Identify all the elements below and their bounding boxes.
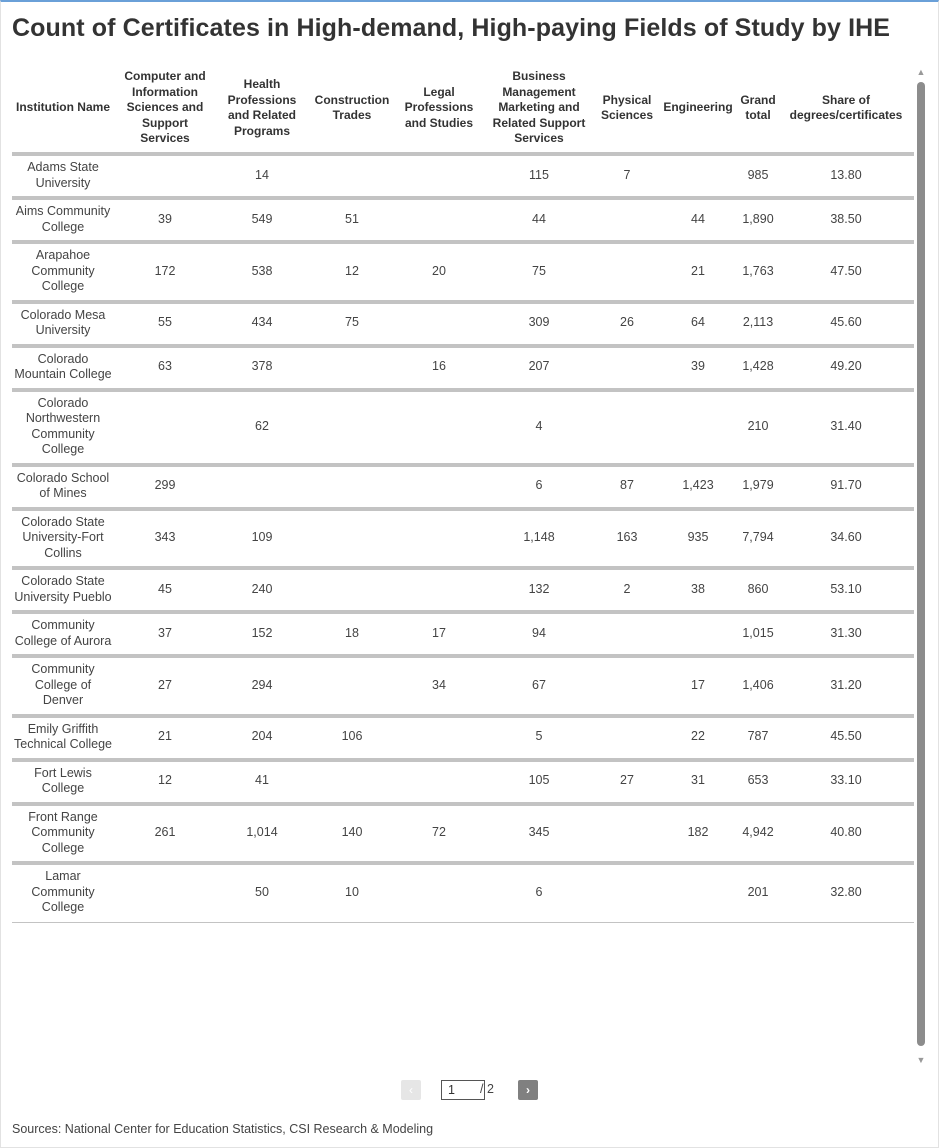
- value-cell: 51: [308, 198, 396, 242]
- value-cell: 7,794: [738, 509, 778, 569]
- value-cell: 14: [216, 154, 308, 198]
- data-table: [12, 64, 914, 923]
- institution-name-cell: Colorado Mountain College: [12, 346, 114, 390]
- value-cell: 140: [308, 804, 396, 864]
- value-cell: 12: [114, 760, 216, 804]
- value-cell: 31.20: [778, 656, 914, 716]
- table-row: [12, 465, 914, 509]
- value-cell: 17: [658, 656, 738, 716]
- value-cell: 6: [482, 465, 596, 509]
- value-cell: 204: [216, 716, 308, 760]
- value-cell: 152: [216, 612, 308, 656]
- value-cell: 31.40: [778, 390, 914, 465]
- value-cell: 45: [114, 568, 216, 612]
- value-cell: 67: [482, 656, 596, 716]
- value-cell: [658, 154, 738, 198]
- value-cell: 1,148: [482, 509, 596, 569]
- value-cell: 18: [308, 612, 396, 656]
- column-header[interactable]: Computer and Information Sciences and Support Services: [114, 64, 216, 154]
- institution-name-cell: Colorado State University-Fort Collins: [12, 509, 114, 569]
- value-cell: 2,113: [738, 302, 778, 346]
- value-cell: 1,406: [738, 656, 778, 716]
- value-cell: [596, 390, 658, 465]
- table-row: [12, 716, 914, 760]
- value-cell: 75: [482, 242, 596, 302]
- value-cell: 115: [482, 154, 596, 198]
- column-header[interactable]: Health Professions and Related Programs: [216, 64, 308, 154]
- value-cell: [396, 863, 482, 922]
- value-cell: [308, 346, 396, 390]
- table-row: [12, 302, 914, 346]
- value-cell: 1,423: [658, 465, 738, 509]
- institution-name-cell: Community College of Denver: [12, 656, 114, 716]
- institution-name-cell: Lamar Community College: [12, 863, 114, 922]
- value-cell: [114, 390, 216, 465]
- table-row: [12, 863, 914, 922]
- value-cell: [396, 465, 482, 509]
- institution-name-cell: Colorado State University Pueblo: [12, 568, 114, 612]
- value-cell: [596, 716, 658, 760]
- value-cell: 1,763: [738, 242, 778, 302]
- table-row: [12, 568, 914, 612]
- value-cell: 12: [308, 242, 396, 302]
- column-header[interactable]: Grand total: [738, 64, 778, 154]
- value-cell: [658, 390, 738, 465]
- value-cell: 44: [482, 198, 596, 242]
- institution-name-cell: Arapahoe Community College: [12, 242, 114, 302]
- value-cell: 31.30: [778, 612, 914, 656]
- data-table-container: [12, 64, 914, 923]
- value-cell: [596, 612, 658, 656]
- value-cell: 20: [396, 242, 482, 302]
- table-row: [12, 656, 914, 716]
- value-cell: 182: [658, 804, 738, 864]
- value-cell: [308, 154, 396, 198]
- value-cell: 7: [596, 154, 658, 198]
- value-cell: [396, 198, 482, 242]
- value-cell: 32.80: [778, 863, 914, 922]
- value-cell: 44: [658, 198, 738, 242]
- value-cell: 106: [308, 716, 396, 760]
- value-cell: 172: [114, 242, 216, 302]
- column-header[interactable]: Engineering: [658, 64, 738, 154]
- table-row: [12, 390, 914, 465]
- value-cell: 39: [114, 198, 216, 242]
- value-cell: 261: [114, 804, 216, 864]
- value-cell: [658, 612, 738, 656]
- value-cell: 1,428: [738, 346, 778, 390]
- column-header[interactable]: Legal Professions and Studies: [396, 64, 482, 154]
- value-cell: 50: [216, 863, 308, 922]
- value-cell: [396, 509, 482, 569]
- value-cell: 31: [658, 760, 738, 804]
- value-cell: 1,014: [216, 804, 308, 864]
- chart-title: Count of Certificates in High-demand, High-paying Fields of Study by IHE: [12, 14, 891, 42]
- institution-name-cell: Colorado Northwestern Community College: [12, 390, 114, 465]
- value-cell: 39: [658, 346, 738, 390]
- value-cell: 985: [738, 154, 778, 198]
- value-cell: 1,890: [738, 198, 778, 242]
- value-cell: 860: [738, 568, 778, 612]
- next-page-button[interactable]: ›: [518, 1080, 538, 1100]
- column-header[interactable]: Institution Name: [12, 64, 114, 154]
- institution-name-cell: Front Range Community College: [12, 804, 114, 864]
- value-cell: 87: [596, 465, 658, 509]
- value-cell: 41: [216, 760, 308, 804]
- value-cell: 207: [482, 346, 596, 390]
- value-cell: [596, 863, 658, 922]
- value-cell: 935: [658, 509, 738, 569]
- value-cell: 538: [216, 242, 308, 302]
- value-cell: [308, 465, 396, 509]
- scroll-down-icon[interactable]: ▼: [916, 1055, 926, 1065]
- value-cell: 64: [658, 302, 738, 346]
- column-header[interactable]: Construction Trades: [308, 64, 396, 154]
- value-cell: 210: [738, 390, 778, 465]
- institution-name-cell: Fort Lewis College: [12, 760, 114, 804]
- table-row: [12, 198, 914, 242]
- value-cell: [308, 568, 396, 612]
- value-cell: 63: [114, 346, 216, 390]
- value-cell: 13.80: [778, 154, 914, 198]
- value-cell: [596, 804, 658, 864]
- value-cell: [396, 154, 482, 198]
- value-cell: 309: [482, 302, 596, 346]
- value-cell: 91.70: [778, 465, 914, 509]
- value-cell: 294: [216, 656, 308, 716]
- table-row: [12, 612, 914, 656]
- table-row: [12, 509, 914, 569]
- value-cell: [308, 390, 396, 465]
- value-cell: [396, 390, 482, 465]
- value-cell: [596, 198, 658, 242]
- value-cell: 549: [216, 198, 308, 242]
- previous-page-button[interactable]: ‹: [401, 1080, 421, 1100]
- value-cell: 53.10: [778, 568, 914, 612]
- value-cell: 72: [396, 804, 482, 864]
- value-cell: [396, 568, 482, 612]
- value-cell: 240: [216, 568, 308, 612]
- value-cell: [396, 716, 482, 760]
- value-cell: 109: [216, 509, 308, 569]
- value-cell: 6: [482, 863, 596, 922]
- value-cell: 299: [114, 465, 216, 509]
- value-cell: 40.80: [778, 804, 914, 864]
- value-cell: 4: [482, 390, 596, 465]
- value-cell: 38.50: [778, 198, 914, 242]
- source-note: Sources: National Center for Education Statistics, CSI Research & Modeling: [12, 1122, 434, 1136]
- value-cell: [596, 346, 658, 390]
- value-cell: 75: [308, 302, 396, 346]
- value-cell: 105: [482, 760, 596, 804]
- value-cell: 1,979: [738, 465, 778, 509]
- value-cell: 201: [738, 863, 778, 922]
- institution-name-cell: Adams State University: [12, 154, 114, 198]
- value-cell: 22: [658, 716, 738, 760]
- table-row: [12, 804, 914, 864]
- institution-name-cell: Emily Griffith Technical College: [12, 716, 114, 760]
- page-number-input[interactable]: 1: [441, 1080, 485, 1100]
- value-cell: 38: [658, 568, 738, 612]
- value-cell: 33.10: [778, 760, 914, 804]
- institution-name-cell: Colorado School of Mines: [12, 465, 114, 509]
- column-header[interactable]: Physical Sciences: [596, 64, 658, 154]
- value-cell: 27: [114, 656, 216, 716]
- value-cell: 10: [308, 863, 396, 922]
- value-cell: [596, 656, 658, 716]
- institution-name-cell: Community College of Aurora: [12, 612, 114, 656]
- table-row: [12, 154, 914, 198]
- value-cell: 16: [396, 346, 482, 390]
- page-total-label: / 2: [480, 1082, 494, 1096]
- value-cell: 49.20: [778, 346, 914, 390]
- vertical-scrollbar[interactable]: [917, 82, 925, 1046]
- value-cell: 21: [658, 242, 738, 302]
- value-cell: 26: [596, 302, 658, 346]
- column-header[interactable]: Business Management Marketing and Related Support Services: [482, 64, 596, 154]
- value-cell: 17: [396, 612, 482, 656]
- value-cell: 343: [114, 509, 216, 569]
- institution-name-cell: Colorado Mesa University: [12, 302, 114, 346]
- value-cell: 94: [482, 612, 596, 656]
- value-cell: [308, 509, 396, 569]
- value-cell: 787: [738, 716, 778, 760]
- value-cell: [114, 863, 216, 922]
- value-cell: [308, 760, 396, 804]
- value-cell: 62: [216, 390, 308, 465]
- value-cell: [308, 656, 396, 716]
- value-cell: 4,942: [738, 804, 778, 864]
- table-row: [12, 346, 914, 390]
- value-cell: [396, 760, 482, 804]
- scroll-up-icon[interactable]: ▲: [916, 67, 926, 77]
- value-cell: 45.60: [778, 302, 914, 346]
- value-cell: 1,015: [738, 612, 778, 656]
- value-cell: 653: [738, 760, 778, 804]
- value-cell: 345: [482, 804, 596, 864]
- value-cell: 27: [596, 760, 658, 804]
- value-cell: [114, 154, 216, 198]
- value-cell: 434: [216, 302, 308, 346]
- value-cell: 132: [482, 568, 596, 612]
- value-cell: 2: [596, 568, 658, 612]
- institution-name-cell: Aims Community College: [12, 198, 114, 242]
- value-cell: 55: [114, 302, 216, 346]
- value-cell: 34.60: [778, 509, 914, 569]
- value-cell: [596, 242, 658, 302]
- value-cell: 163: [596, 509, 658, 569]
- column-header[interactable]: Share of degrees/certificates: [778, 64, 914, 154]
- value-cell: 47.50: [778, 242, 914, 302]
- table-row: [12, 242, 914, 302]
- pagination: [0, 1079, 939, 1101]
- table-header-row: [12, 64, 914, 154]
- value-cell: [658, 863, 738, 922]
- value-cell: 21: [114, 716, 216, 760]
- value-cell: 45.50: [778, 716, 914, 760]
- value-cell: 378: [216, 346, 308, 390]
- value-cell: [216, 465, 308, 509]
- table-body: [12, 154, 914, 922]
- value-cell: 5: [482, 716, 596, 760]
- value-cell: 34: [396, 656, 482, 716]
- table-row: [12, 760, 914, 804]
- value-cell: [396, 302, 482, 346]
- value-cell: 37: [114, 612, 216, 656]
